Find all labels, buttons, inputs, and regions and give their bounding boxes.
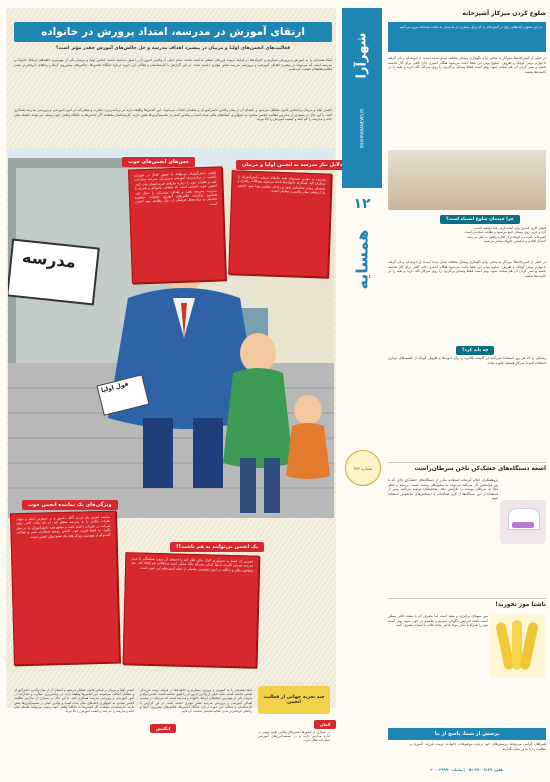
bottom-column-left: انجمن اولیا و مربیان بر اساس قانون تشکیل می‌شود و اعضای آن از میان والدین دانش‌آموزان و معلمان انتخاب می‌شوند. این انجمن‌ها وظیفه دارند در برنامه‌ریزی، نظارت و مشارکت در امور آموزشی و پرورشی مدرسه همکاری کنند. با این حال در بسیاری از مدارس فعالیت انجمن محدود به جمع‌آوری کمک‌های مالی شده است و والدین کمتر در تصمیم‌گیری‌ها نقش دارند. کارشناسان معتقدند اگر انجمن‌ها به جایگاه واقعی خود برسند، می‌توانند فاصله میان خانه و مدرسه را کم کنند و کیفیت آموزش را بالا ببرند.	[14, 688, 134, 714]
divider-2	[388, 598, 546, 599]
sidebar-top-title: شلوغ کردن میزکار آشپزخانه	[462, 10, 546, 17]
solution-title: چه باید کرد؟	[456, 346, 494, 355]
main-title	[14, 22, 332, 42]
reasons-box	[228, 170, 332, 277]
main-subtitle: فعالیت‌های انجمن‌های اولیا و مربیان در پیشبرد اهداف مدرسه و حل چالش‌های آموزش چقدر مؤثر است؟	[55, 46, 291, 51]
uv-text: پژوهشگران اعلام کرده‌اند استفاده مکرر از دستگاه‌های خشک‌کن ناخن که با نور فرابنفش کار می‌کنند می‌تواند به سلول‌های پوست آسیب برساند و خطر ابتلا به سرطان پوست را افزایش دهد. متخصصان توصیه می‌کنند پیش از استفاده از این دستگاه‌ها از کرم ضدآفتاب یا دستکش‌های مخصوص استفاده شود.	[388, 478, 498, 501]
duties-box-text: اولیای دانش‌آموزان می‌توانند با حضور فعال در جلسات انجمن، در برنامه‌ریزی آموزشی و پرورشی مدرسه مشارکت کنند و نظرات خود را درباره نیازهای فرزندانشان بیان کنند. انجمن خوب انجمنی است که شفاف، پاسخ‌گو و همراه با مدیریت مدرسه باشد و اهداف مشترکی را دنبال کند. همچنین برگزاری کلاس‌های آموزش خانواده، مشاوره تحصیلی و برنامه‌های فرهنگی از دیگر وظایف مهم انجمن است.	[134, 170, 218, 206]
section-vertical: همسایه	[352, 229, 372, 290]
qa-text: همراهان گرامی می‌توانند پرسش‌های خود درباره موضوعات خانواده، تربیت فرزند، آشپزی و سلامت را با ما در میان بگذارند.	[410, 742, 546, 751]
divider	[388, 462, 546, 463]
country-uk: انگلیس	[150, 724, 176, 733]
cant-box-title: یک انجمن بی‌توانند بد هم باشند؟!	[170, 542, 264, 552]
features-box-title: ویژگی‌های یک نماینده انجمن خوب	[22, 500, 118, 510]
duties-box-title: حس‌های انجمن‌های خوب	[122, 157, 195, 167]
solution-text: وسایلی را که هر روز استفاده نمی‌کنید در کابینت بگذارید و برای ادویه‌ها و ظروف کوچک از قفسه‌های دیواری استفاده کنید تا میزکار همیشه خلوت بماند.	[388, 356, 546, 365]
features-box	[10, 511, 120, 666]
banana-title: ناشتا موز نخورید!	[495, 602, 546, 608]
world-box-title: چند تجربه جهانی از فعالیت انجمن	[263, 695, 325, 705]
school-sign-label: مدرسه	[21, 247, 77, 272]
world-text: در بسیاری از کشورها انجمن‌های والدین نقش مهمی در اداره مدارس دارند و در تصمیم‌گیری‌های آموزشی مشارکت فعال دارند.	[258, 730, 330, 743]
tips-list	[388, 226, 550, 243]
site-url: SHAHRARANEWS.IR	[359, 108, 365, 149]
masthead	[342, 8, 382, 188]
qa-title: پرسش از شما، پاسخ از ما	[434, 731, 500, 737]
duties-box	[128, 166, 226, 283]
country-germany: آلمان	[314, 720, 336, 729]
sidebar-top-lead	[388, 22, 546, 52]
cant-box-text: انجمنی که فقط به جمع‌آوری کمک مالی فکر کند یا اعضای آن بدون هماهنگی با مدیر مدرسه تصمیم بگیرند، نه‌تنها کمکی نمی‌کند بلکه ممکن است مشکلاتی هم ایجاد کند. نبود شفافیت مالی و دخالت در امور تخصصی معلمان از جمله آسیب‌های این حوزه است.	[131, 556, 254, 573]
reasons-box-title: دلایل نیاز مدرسه به انجمن اولیا و مربیان	[236, 160, 348, 170]
qa-contact: تلفن: ۳۷۰۰۹۱۳۹-۰۵۱ | پیامک: ۳۰۰۰۲۹۹۹۰	[430, 768, 504, 772]
bottom-column-mid: اینکه همه‌چیز را به آموزش و پرورش بسپاریم و خانواده‌ها در فرایند تربیت فرزندان نقشی نداشته باشند، شاید خیلی از والدین امروز آن را قبول نداشته باشند. انجمن اولیا و مربیان یکی از مهم‌ترین حلقه‌های ارتباط خانواده و مدرسه است که می‌تواند در پیشبرد اهداف آموزشی و پرورشی مدرسه نقش مؤثری داشته باشد. در این گزارش با کارشناسان و فعالان این حوزه درباره جایگاه انجمن‌ها، چالش‌های پیش‌روی آن‌ها و راه‌های اثربخش‌تر شدن فعالیت‌هایشان صحبت کرده‌ایم.	[140, 688, 252, 714]
tips-title: چرا چیدمان شلوغ اشتباه است؟	[440, 215, 520, 224]
main-lead: اینکه همه‌چیز را به آموزش و پرورش بسپاریم و خانواده‌ها در فرایند تربیت فرزندان نقشی نداشته باشند، شاید خیلی از والدین امروز آن را قبول نداشته باشند. انجمن اولیا و مربیان یکی از مهم‌ترین حلقه‌های ارتباط خانواده و مدرسه است که می‌تواند در پیشبرد اهداف آموزشی و پرورشی مدرسه نقش مؤثری داشته باشد. در این گزارش با کارشناسان و فعالان این حوزه درباره جایگاه انجمن‌ها، چالش‌های پیش‌روی آن‌ها و راه‌های اثربخش‌تر شدن فعالیت‌هایشان صحبت کرده‌ایم.	[14, 58, 332, 72]
sidebar-top-lead-text: در این ستون، ایده‌های رایج در آشپزخانه را که برای بسیاری از ما تبدیل به عادت شده‌اند مرور می‌کنیم.	[398, 25, 542, 29]
sidebar-mid-body: در خیلی از آشپزخانه‌ها، میزکار به محلی برای نگهداری وسایل مختلف تبدیل شده است؛ از ادویه‌دان و نان گرفته تا لوازم برقی کوچک و ظروف. شلوغ بودن این فضا باعث می‌شود هنگام آشپزی جای کافی برای کار نداشته باشید و تمیز کردن آن هم سخت شود. بهتر است فقط وسایل پرکاربرد را روی میزکار نگه دارید و بقیه را در کابینت‌ها بچینید.	[388, 260, 546, 278]
tip-item: ▪ آشپزخانه نامرتب و کوچک‌تر از اندازه واقعی به نظر می‌رسد.	[388, 235, 546, 239]
tip-item: ▪ احتمال افتادن و شکستن ظروف بیشتر می‌شود.	[388, 239, 546, 243]
features-box-text: نماینده انجمن باید فردی آگاه، دلسوز و در دسترس باشد و بتواند نظرات والدین را به مدرسه منتقل کند. او باید وقت کافی برای شرکت در جلسات داشته باشد و منافع همه دانش‌آموزان را در نظر بگیرد، نه فقط فرزند خود. داشتن روحیه همکاری، صبر و توانایی گفت‌وگو از مهم‌ترین ویژگی‌های یک عضو مؤثر انجمن است.	[16, 514, 111, 539]
paper-label: قول اولیا	[100, 380, 130, 395]
badge: شماره ۳۷۲	[345, 450, 381, 486]
main-body: انجمن اولیا و مربیان بر اساس قانون تشکیل می‌شود و اعضای آن از میان والدین دانش‌آموزان و معلمان انتخاب می‌شوند. این انجمن‌ها وظیفه دارند در برنامه‌ریزی، نظارت و مشارکت در امور آموزشی و پرورشی مدرسه همکاری کنند. با این حال در بسیاری از مدارس فعالیت انجمن محدود به جمع‌آوری کمک‌های مالی شده است و والدین کمتر در تصمیم‌گیری‌ها نقش دارند. کارشناسان معتقدند اگر انجمن‌ها به جایگاه واقعی خود برسند، می‌توانند فاصله میان خانه و مدرسه را کم کنند و کیفیت آموزش را بالا ببرند.	[14, 108, 332, 122]
tip-item: ▪ فضای کاری کمتری برای آماده کردن غذا خواهید داشت.	[388, 226, 546, 230]
qa-banner	[388, 728, 546, 740]
reasons-box-text: مدرسه به تنهایی نمی‌تواند همه نیازهای تربیتی دانش‌آموزان را برطرف کند. همکاری خانواده‌ها باعث می‌شود مشکلات رفتاری و تحصیلی زودتر شناسایی شود و راه‌حل مناسب پیدا شود. انجمن پل ارتباطی میان والدین و معلمان است.	[237, 174, 326, 195]
brand-logo: شهرآرا	[354, 32, 370, 79]
world-box	[258, 686, 330, 714]
main-title-text: ارتقای آموزش در مدرسه، امتداد پرورش در خانواده	[41, 26, 305, 38]
uv-device-image	[500, 500, 546, 544]
cant-box	[123, 552, 260, 667]
uv-title: اشعه دستگاه‌های خشک‌کن ناخن سرطان‌زاست	[414, 466, 546, 472]
sidebar-top-body: در خیلی از آشپزخانه‌ها، میزکار به محلی برای نگهداری وسایل مختلف تبدیل شده است؛ از ادویه‌دان و نان گرفته تا لوازم برقی کوچک و ظروف. شلوغ بودن این فضا باعث می‌شود هنگام آشپزی جای کافی برای کار نداشته باشید و تمیز کردن آن هم سخت شود. بهتر است فقط وسایل پرکاربرد را روی میزکار نگه دارید و بقیه را در کابینت‌ها بچینید.	[388, 56, 546, 74]
banana-text: موز میوه‌ای پرانرژی و مفید است اما مصرف آن با معده خالی ممکن است باعث افزایش ناگهانی منیزیم و پتاسیم در خون شود. بهتر است موز را همراه با سایر مواد غذایی مانند غلات یا لبنیات مصرف کنید.	[388, 614, 488, 628]
tip-item: ▪ گرد و چربی روی وسایل جمع می‌شود و نظافت سخت‌تر است.	[388, 230, 546, 234]
page-number: ۱۲	[353, 196, 371, 212]
sidebar-image	[388, 150, 546, 210]
banana-image	[490, 614, 546, 678]
